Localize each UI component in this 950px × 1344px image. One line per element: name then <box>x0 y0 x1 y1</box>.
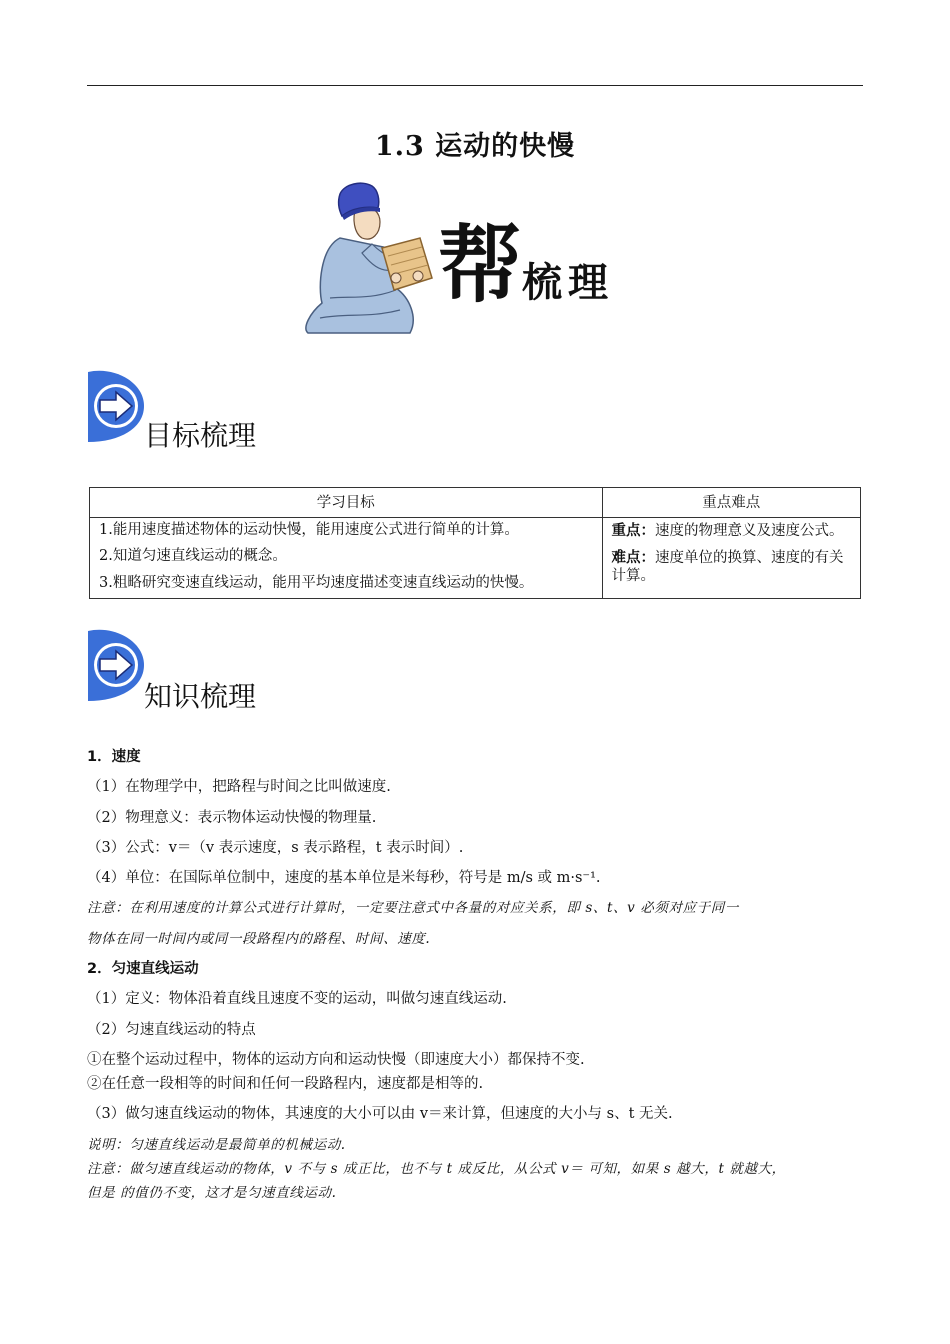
keypoints-column-header: 重点难点 <box>602 488 860 518</box>
arrow-circle-icon <box>86 627 146 703</box>
goals-table <box>89 487 861 599</box>
heading-uniform-motion: 2．匀速直线运动 <box>87 961 199 978</box>
text-line: （3）公式：v＝（v 表示速度，s 表示路程，t 表示时间）. <box>87 839 464 856</box>
note-line: 说明：匀速直线运动是最简单的机械运动. <box>87 1136 346 1153</box>
banner-small-chars: 梳理 <box>522 259 614 306</box>
text-line: （3）做匀速直线运动的物体，其速度的大小可以由 v＝来计算，但速度的大小与 s、t 无关. <box>87 1106 673 1123</box>
text-line: ②在任意一段相等的时间和任何一段路程内，速度都是相等的. <box>87 1075 484 1092</box>
keypoints-cell <box>602 518 860 599</box>
banner-illustration <box>300 178 630 338</box>
heading-speed: 1．速度 <box>87 749 141 765</box>
goal-item: 3.粗略研究变速直线运动，能用平均速度描述变速直线运动的快慢。 <box>99 574 534 591</box>
section-goals-header <box>86 368 406 452</box>
goal-item: 1.能用速度描述物体的运动快慢，能用速度公式进行简单的计算。 <box>99 522 519 538</box>
text-line: ①在整个运动过程中，物体的运动方向和运动快慢（即速度大小）都保持不变. <box>87 1051 585 1068</box>
note-line: 物体在同一时间内或同一段路程内的路程、时间、速度. <box>87 930 431 947</box>
goal-item: 2.知道匀速直线运动的概念。 <box>99 548 287 565</box>
key-text: 速度的物理意义及速度公式。 <box>655 523 844 539</box>
note-line: 但是 的值仍不变，这才是匀速直线运动. <box>87 1184 337 1201</box>
goals-cell <box>90 518 603 599</box>
difficulty-point <box>612 549 851 585</box>
section-goals-title: 目标梳理 <box>144 419 257 452</box>
arrow-circle-icon <box>86 368 146 444</box>
header-rule <box>87 85 863 86</box>
text-line: （1）在物理学中，把路程与时间之比叫做速度. <box>87 779 391 796</box>
text-line: （2）物理意义：表示物体运动快慢的物理量. <box>87 809 377 826</box>
text-line: （2）匀速直线运动的特点 <box>87 1021 256 1038</box>
knowledge-content <box>87 746 877 1206</box>
section-knowledge-header <box>86 627 406 713</box>
text-line: （4）单位：在国际单位制中，速度的基本单位是米每秒，符号是 m/s 或 m·s⁻¹. <box>87 870 601 887</box>
note-line: 注意：在利用速度的计算公式进行计算时，一定要注意式中各量的对应关系，即 s、t、v 必须对应于同一 <box>87 900 739 917</box>
page-title: 1.3 运动的快慢 <box>374 131 576 162</box>
banner-big-char: 帮 <box>438 215 523 314</box>
note-line: 注意：做匀速直线运动的物体，v 不与 s 成正比，也不与 t 成反比，从公式 v＝ 可知，如果 s 越大，t 就越大， <box>87 1160 786 1177</box>
key-label: 重点： <box>611 522 656 539</box>
table-header-row <box>90 488 861 518</box>
difficulty-label: 难点： <box>611 549 656 567</box>
table-row <box>90 518 861 599</box>
goals-column-header: 学习目标 <box>90 488 603 518</box>
difficulty-text: 速度单位的换算、速度的有关计算。 <box>611 550 844 584</box>
section-knowledge-title: 知识梳理 <box>144 680 257 713</box>
text-line: （1）定义：物体沿着直线且速度不变的运动，叫做匀速直线运动. <box>87 991 507 1008</box>
scholar-illustration <box>300 178 630 338</box>
key-point <box>612 522 851 540</box>
